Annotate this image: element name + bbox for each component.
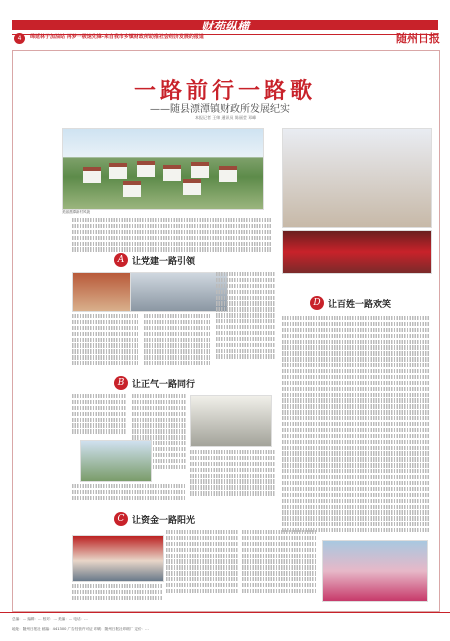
newspaper-header <box>0 0 450 56</box>
section-title: 财苑纵横 <box>200 20 249 34</box>
footer-line-2: 地址：随州日报社 邮编：441300 广告经营许可证 印刷：随州日报社印刷厂 定价：... <box>12 627 149 631</box>
section-c-badge: C <box>114 512 128 526</box>
section-a-heading <box>114 253 195 267</box>
section-b-text-col3 <box>190 450 276 504</box>
section-c-text-col1 <box>166 530 238 600</box>
footer-line-1: 总编：... 编辑：... 校对：... 美编：... 电话：... <box>12 617 88 621</box>
section-d-text <box>282 316 430 536</box>
section-a-text-col2 <box>144 314 210 372</box>
section-a-text-col1 <box>72 314 138 372</box>
newspaper-footer <box>0 612 450 641</box>
photo-meeting <box>130 272 228 312</box>
photo-officials <box>282 128 432 228</box>
section-c-text-col3 <box>72 584 162 602</box>
intro-text <box>72 218 272 258</box>
newspaper-logo: 随州日报 <box>396 32 440 45</box>
section-d-title: 让百姓一路欢笑 <box>328 299 392 310</box>
section-c-text-col2 <box>242 530 316 600</box>
section-c-title: 让资金一路阳光 <box>132 515 196 526</box>
section-a-badge: A <box>114 253 128 267</box>
section-a-title: 让党建一路引领 <box>132 256 196 267</box>
photo-banner-event <box>282 230 432 274</box>
section-b-badge: B <box>114 376 128 390</box>
main-photo-caption: 美丽漂潭新村风貌 <box>62 210 90 214</box>
section-a-text-col3 <box>216 272 276 372</box>
section-d-heading <box>310 296 391 310</box>
subheadline: ——随县漂潭镇财政所发展纪实 <box>150 104 290 115</box>
section-d-badge: D <box>310 296 324 310</box>
byline: 本报记者 王帅 通讯员 陈丽莹 邓峰 <box>195 115 257 120</box>
header-deck: 绵延林子加油站 再梦一极速先锋-来自我市乡镇财政所助推社会经济发展的报道 <box>30 34 204 40</box>
section-c-heading <box>114 512 195 526</box>
headline: 一路前行一路歌 <box>133 79 316 104</box>
section-b-title: 让正气一路同行 <box>132 379 196 390</box>
section-b-text-col4 <box>72 484 186 504</box>
page-number: 4 <box>14 33 25 44</box>
section-b-heading <box>114 376 195 390</box>
section-b-text-col1 <box>72 394 126 438</box>
photo-team <box>72 272 132 312</box>
main-photo-village <box>62 128 264 210</box>
photo-performance <box>322 540 428 602</box>
photo-field <box>80 440 152 482</box>
photo-conference <box>72 535 164 582</box>
photo-office <box>190 395 272 447</box>
